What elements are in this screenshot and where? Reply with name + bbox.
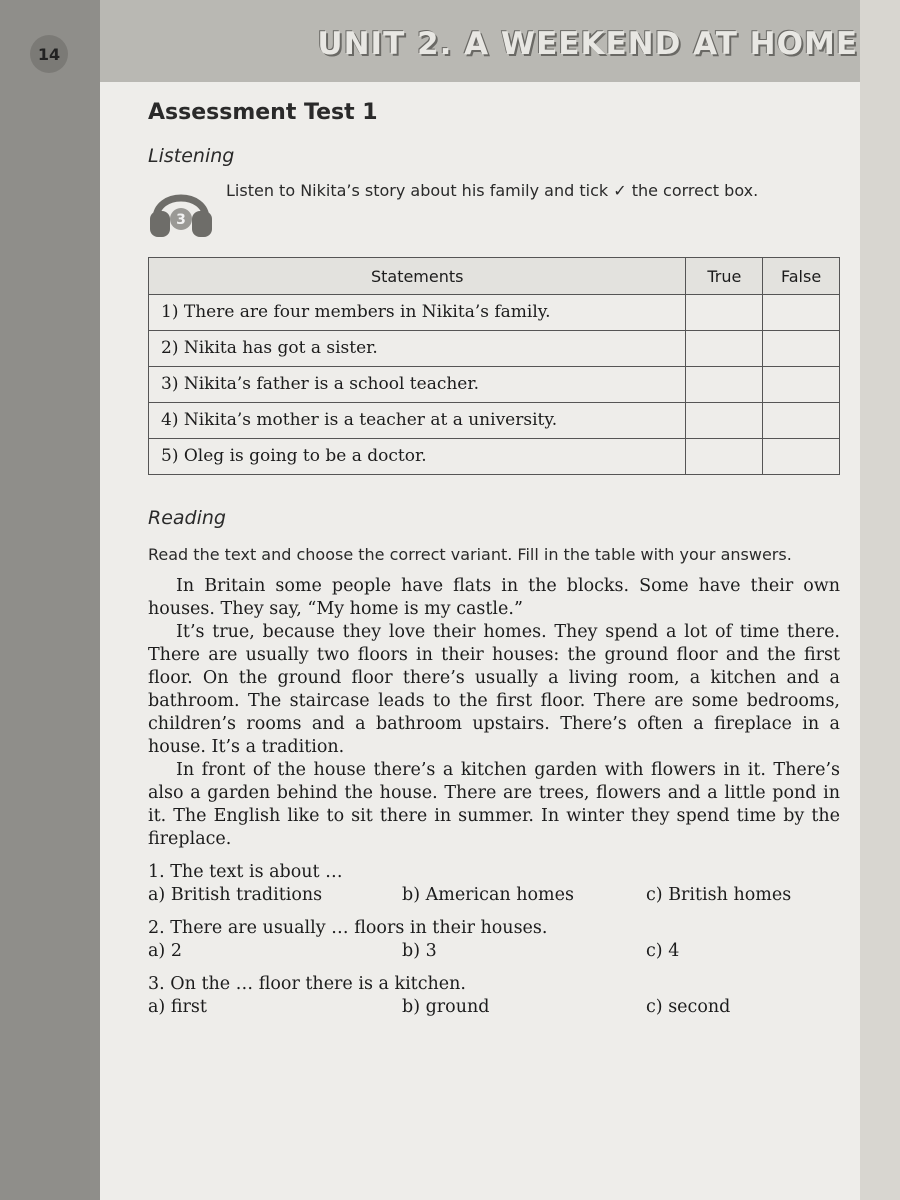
- false-checkbox-cell[interactable]: [763, 331, 840, 367]
- table-row: [149, 367, 840, 403]
- header-true: True: [686, 258, 763, 295]
- option-b[interactable]: b) ground: [402, 997, 490, 1017]
- question-1: [148, 861, 840, 907]
- statement-cell: 1) There are four members in Nikita’s family.: [149, 295, 686, 331]
- false-checkbox-cell[interactable]: [763, 403, 840, 439]
- reading-heading: Reading: [148, 507, 226, 529]
- table-row: [149, 331, 840, 367]
- headphones-icon: [148, 179, 214, 239]
- header-false: False: [763, 258, 840, 295]
- statements-table: [148, 257, 840, 475]
- table-header-row: [149, 258, 840, 295]
- reading-passage: [148, 575, 840, 851]
- passage-paragraph: It’s true, because they love their homes. They spend a lot of time there. There are usually two floors in their houses: the ground floor and the first floor. On the ground floor there’s usually a living room, a kitchen and a bathroom. The staircase leads to the first floor. There are some bedrooms, children’s rooms and a bathroom upstairs. There’s often a fireplace in a house. It’s a tradition.: [148, 622, 840, 757]
- next-page-edge: [860, 0, 900, 1200]
- answer-options: [148, 996, 840, 1019]
- listening-instruction-row: [148, 179, 840, 239]
- question-3: [148, 973, 840, 1019]
- false-checkbox-cell[interactable]: [763, 439, 840, 475]
- header-statements: Statements: [149, 258, 686, 295]
- option-c[interactable]: c) British homes: [646, 885, 792, 905]
- listening-heading: Listening: [148, 145, 235, 167]
- true-checkbox-cell[interactable]: [686, 439, 763, 475]
- option-a[interactable]: a) 2: [148, 941, 182, 961]
- statement-cell: 4) Nikita’s mother is a teacher at a university.: [149, 403, 686, 439]
- option-b[interactable]: b) 3: [402, 941, 437, 961]
- table-row: [149, 439, 840, 475]
- track-number: 3: [176, 212, 186, 228]
- false-checkbox-cell[interactable]: [763, 367, 840, 403]
- answer-options: [148, 940, 840, 963]
- listening-instruction: Listen to Nikita’s story about his family and tick ✓ the correct box.: [226, 181, 759, 200]
- option-a[interactable]: a) British traditions: [148, 885, 323, 905]
- statement-cell: 2) Nikita has got a sister.: [149, 331, 686, 367]
- false-checkbox-cell[interactable]: [763, 295, 840, 331]
- true-checkbox-cell[interactable]: [686, 403, 763, 439]
- table-row: [149, 403, 840, 439]
- option-a[interactable]: a) first: [148, 997, 207, 1017]
- option-c[interactable]: c) 4: [646, 941, 680, 961]
- page-number: 14: [30, 35, 68, 73]
- unit-title: UNIT 2. A WEEKEND AT HOME: [317, 26, 858, 62]
- true-checkbox-cell[interactable]: [686, 295, 763, 331]
- true-checkbox-cell[interactable]: [686, 331, 763, 367]
- question-text: 3. On the … floor there is a kitchen.: [148, 974, 466, 994]
- question-text: 1. The text is about …: [148, 862, 343, 882]
- book-gutter: [0, 0, 100, 1200]
- table-row: [149, 295, 840, 331]
- option-b[interactable]: b) American homes: [402, 885, 574, 905]
- true-checkbox-cell[interactable]: [686, 367, 763, 403]
- statement-cell: 5) Oleg is going to be a doctor.: [149, 439, 686, 475]
- answer-options: [148, 884, 840, 907]
- statement-cell: 3) Nikita’s father is a school teacher.: [149, 367, 686, 403]
- question-text: 2. There are usually … floors in their houses.: [148, 918, 548, 938]
- passage-paragraph: In front of the house there’s a kitchen garden with flowers in it. There’s also a garden behind the house. There are trees, flowers and a little pond in it. The English like to sit there in summer. In winter they spend time by the fireplace.: [148, 760, 840, 849]
- test-title: Assessment Test 1: [148, 100, 378, 125]
- passage-paragraph: In Britain some people have flats in the blocks. Some have their own houses. They say, “My home is my castle.”: [148, 576, 840, 619]
- reading-instruction: Read the text and choose the correct variant. Fill in the table with your answers.: [148, 545, 792, 564]
- option-c[interactable]: c) second: [646, 997, 731, 1017]
- page-content: [148, 100, 840, 1019]
- question-2: [148, 917, 840, 963]
